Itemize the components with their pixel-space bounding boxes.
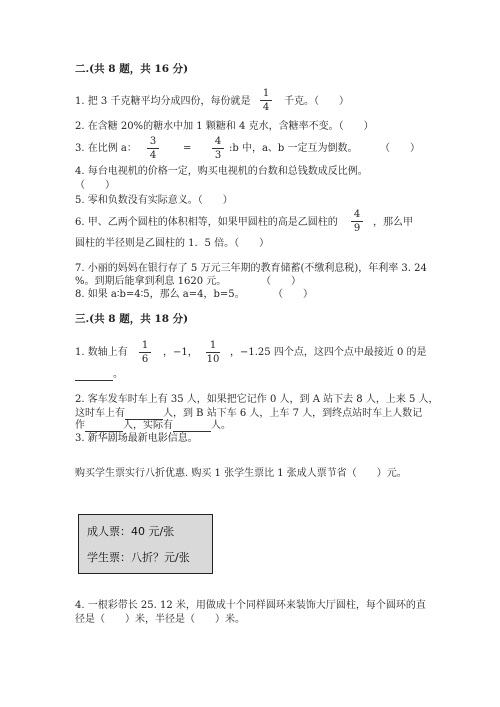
answer-blank: （ ） (261, 276, 301, 287)
question-1-text-mid: ，−1， (163, 347, 198, 358)
question-1-text: 1. 数轴上有 (75, 347, 128, 358)
question-1-text-end: 千克。（ ） (284, 96, 349, 107)
text-segment: 人，到 B 站下车 6 人，上车 7 人，到终点站时车上人数记 (163, 408, 423, 419)
answer-blank: （ ） (273, 289, 313, 300)
question-3-text: 3. 新华剧场最新电影信息。 (75, 433, 198, 444)
fraction-bar (139, 352, 151, 353)
question-7-text-line2: %。到期后能拿到利息 1620 元。 (75, 276, 227, 287)
fraction-bar (206, 352, 220, 353)
question-3-text: 3. 在比例 a： (75, 143, 137, 154)
fraction (350, 209, 364, 234)
question-5-text: 5. 零和负数没有实际意义。（ ） (75, 195, 233, 206)
text-segment: 作 (75, 420, 85, 431)
movie-ticket-box (78, 514, 213, 574)
question-2-text: 2. 客车发车时车上有 35 人，如果把它记作 0 人，到 A 站下去 8 人，上来 5 人， (75, 394, 439, 405)
section-heading: 二.(共 8 题，共 16 分) (75, 63, 189, 75)
fraction-denominator: 4 (262, 102, 270, 113)
text-segment: 这时车上有 (75, 408, 125, 419)
fraction-denominator: 3 (214, 150, 222, 161)
question-3-text-end: :b 中，a、b 一定互为倒数。 (229, 143, 358, 154)
question-3-text-line2: 购买学生票实行八折优惠. 购买 1 张学生票比 1 张成人票节省（ ）元。 (75, 468, 407, 479)
answer-blank-line (173, 421, 211, 432)
adult-ticket-price: 成人票：40 元/张 (87, 525, 175, 538)
fraction-denominator: 10 (206, 354, 220, 365)
question-6-text: 6. 甲、乙两个圆柱的体积相等，如果甲圆柱的高是乙圆柱的 (75, 217, 338, 228)
fraction-denominator: 6 (141, 354, 149, 365)
question-6-text-line2: 圆柱的半径则是乙圆柱的 1．5 倍。（ ） (75, 238, 270, 249)
fraction-numerator: 4 (214, 136, 222, 147)
question-6-text-end: ，那么甲 (373, 217, 413, 228)
question-8-text: 8. 如果 a∶b=4∶5，那么 a=4，b=5。 (75, 289, 245, 300)
question-1-text: 1. 把 3 千克糖平均分成四份，每份就是 (75, 96, 251, 107)
question-2-text-line3 (75, 421, 231, 432)
fraction-bar (212, 148, 224, 149)
fraction-bar (351, 221, 363, 222)
student-ticket-price: 学生票：八折？元/张 (87, 551, 190, 564)
answer-blank-line (125, 409, 163, 420)
question-4-text-line2: 径是（ ）米，半径是（ ）米。 (75, 614, 245, 625)
fraction (259, 88, 273, 113)
answer-blank: （ ） (75, 180, 115, 191)
fraction (211, 136, 225, 161)
period: 。 (113, 369, 123, 380)
answer-blank-line (75, 370, 113, 381)
fraction-numerator: 1 (141, 340, 149, 351)
answer-blank: （ ） (380, 143, 420, 154)
equals-sign: = (183, 143, 192, 154)
text-segment: 人。 (211, 420, 231, 431)
fraction-denominator: 4 (149, 150, 157, 161)
question-2-text-line2 (75, 409, 422, 420)
question-4-text: 4. 一根彩带长 25. 12 米，用做成十个同样圆环来装饰大厅圆柱，每个圆环的直 (75, 600, 426, 611)
answer-blank-line (85, 421, 123, 432)
question-4-text: 4. 每台电视机的价格一定，购买电视机的台数和总钱数成反比例。 (75, 166, 368, 177)
question-7-text: 7. 小丽的妈妈在银行存了 5 万元三年期的教育储蓄(不缴利息税)，年利率 3. 24 (75, 263, 427, 274)
question-1-text-end: ，−1.25 四个点，这四个点中最接近 0 的是 (230, 347, 427, 358)
fraction-numerator: 1 (209, 340, 217, 351)
question-1-answer-line (75, 370, 123, 381)
fraction-numerator: 4 (353, 209, 361, 220)
text-segment: 人，实际有 (123, 420, 173, 431)
fraction-bar (147, 148, 159, 149)
fraction-bar (260, 100, 272, 101)
fraction-denominator: 9 (353, 223, 361, 234)
question-2-text: 2. 在含糖 20%的糖水中加 1 颗糖和 4 克水，含糖率不变。（ ） (75, 121, 374, 132)
fraction (146, 136, 160, 161)
fraction (138, 340, 152, 365)
fraction (205, 340, 221, 365)
fraction-numerator: 1 (262, 88, 270, 99)
section-heading: 三.(共 8 题，共 18 分) (75, 313, 189, 325)
fraction-numerator: 3 (149, 136, 157, 147)
